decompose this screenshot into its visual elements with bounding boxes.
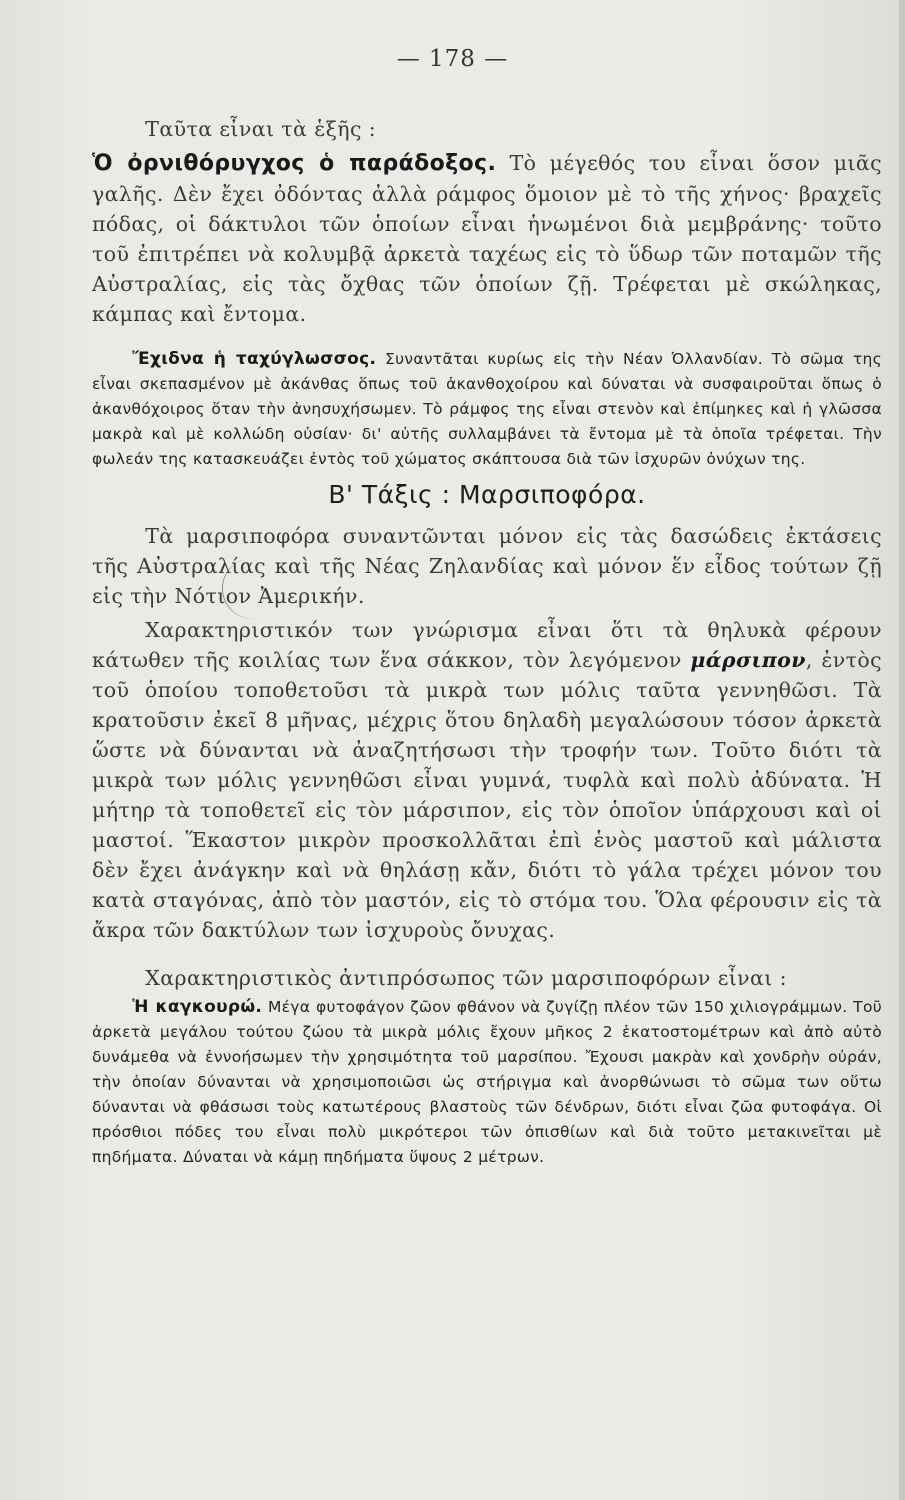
representative-line: Χαρακτηριστικὸς ἀντιπρόσωπος τῶν μαρσιποφόρων εἶναι :: [145, 966, 787, 990]
section-heading: Β' Τάξις : Μαρσιποφόρα.: [328, 480, 646, 509]
kangaroo-title: Ἡ καγκουρώ.: [132, 997, 263, 1017]
platypus-text: Τὸ μέγεθός του εἶναι ὅσον μιᾶς γαλῆς. Δὲν ἔχει ὀδόντας ἀλλὰ ράμφος ὅμοιον μὲ τὸ τῆς χήνος· βραχεῖς πόδας, οἱ δάκτυλοι τῶν ὁποίων εἶναι ἡνωμένοι διὰ μεμβράνης· τοῦτο τοῦ ἐπιτρέπει νὰ κολυμβᾷ ἀρκετὰ ταχέως εἰς τὸ ὕδωρ τῶν ποταμῶν τῆς Αὐστραλίας, εἰς τὰς ὄχθας τῶν ὁποίων ζῇ. Τρέφεται μὲ σκώληκας, κάμπας καὶ ἔντομα.: [92, 151, 882, 326]
platypus-title: Ὁ ὀρνιθόρυγχος ὁ παράδοξος.: [92, 151, 497, 176]
pouch-text-after: , ἐντὸς τοῦ ὁποίου τοποθετοῦσι τὰ μικρὰ των μόλις ταῦτα γεννηθῶσι. Τὰ κρατοῦσιν ἐκεῖ 8 μῆνας, μέχρις ὅτου δηλαδὴ μεγαλώσουν τόσον ἀρκετὰ ὥστε νὰ δύνανται νὰ ἀναζητήσωσι τὴν τροφήν των. Τοῦτο διότι τὰ μικρὰ των μόλις γεννηθῶσι εἶναι γυμνά, τυφλὰ καὶ πολὺ ἀδύνατα. Ἡ μήτηρ τὰ τοποθετεῖ εἰς τὸν μάρσιπον, εἰς τὸν ὁποῖον ὑπάρχουσι καὶ οἱ μαστοί. Ἕκαστον μικρὸν προσκολλᾶται ἐπὶ ἑνὸς μαστοῦ καὶ μάλιστα δὲν ἔχει ἀνάγκην καὶ νὰ θηλάσῃ κἄν, διότι τὸ γάλα τρέχει μόνον του κατὰ σταγόνας, ἀπὸ τὸν μαστόν, εἰς τὸ στόμα του. Ὅλα φέρουσιν εἰς τὰ ἄκρα τῶν δακτύλων των ἰσχυροὺς ὄνυχας.: [92, 648, 883, 942]
body-upper: [92, 114, 882, 1170]
echidna-text: Συναντᾶται κυρίως εἰς τὴν Νέαν Ὀλλανδίαν. Τὸ σῶμα της εἶναι σκεπασμένον μὲ ἀκάνθας ὅπως τοῦ ἀκανθοχοίρου καὶ δύναται νὰ συσφαιροῦται ὅπως ὁ ἀκανθόχοιρος ὅταν τὴν ἀνησυχήσωμεν. Τὸ ράμφος της εἶναι στενὸν καὶ ἐπίμηκες καὶ ἡ γλῶσσα μακρὰ καὶ μὲ κολλώδη οὐσίαν· δι' αὐτῆς συλλαμβάνει τὰ ἔντομα μὲ τὰ ὁποῖα τρέφεται. Τὴν φωλεάν της κατασκευάζει ἐντὸς τοῦ χώματος σκάπτουσα διὰ τῶν ἰσχυρῶν ὀνύχων της.: [92, 350, 883, 468]
pouch-term: μάρσιπον: [690, 648, 806, 672]
echidna-paragraph: [92, 347, 882, 472]
pouch-text-before: Χαρακτηριστικόν των γνώρισμα εἶναι ὅτι τὰ θηλυκὰ φέρουν κάτωθεν τῆς κοιλίας των ἕνα σάκκον, τὸν λεγόμενον: [92, 618, 882, 672]
marsupials-pouch-paragraph: [92, 615, 882, 945]
marsupials-intro-paragraph: Τὰ μαρσιποφόρα συναντῶνται μόνον εἰς τὰς δασώδεις ἐκτάσεις τῆς Αὐστραλίας καὶ τῆς Νέας Ζηλανδίας καὶ μόνον ἕν εἶδος τούτων ζῇ εἰς τὴν Νότιον Ἀμερικήν.: [92, 524, 882, 608]
echidna-title: Ἔχιδνα ἡ ταχύγλωσσος.: [132, 349, 377, 369]
page-edge-shadow: [899, 0, 905, 1500]
platypus-paragraph: [92, 148, 882, 329]
kangaroo-paragraph: [92, 995, 882, 1170]
intro-line: Ταῦτα εἶναι τὰ ἑξῆς :: [145, 117, 377, 141]
page-number: — 178 —: [396, 46, 509, 72]
kangaroo-text: Μέγα φυτοφάγον ζῶον φθάνον νὰ ζυγίζῃ πλέον τῶν 150 χιλιογράμμων. Τοῦ ἀρκετὰ μεγάλου τούτου ζώου τὰ μικρὰ μόλις ἔχουν μῆκος 2 ἑκατοστομέτρων καὶ ἀπὸ αὐτὸ δυνάμεθα νὰ ἐννοήσωμεν τὴν χρησιμότητα τοῦ μαρσίπου. Ἔχουσι μακρὰν καὶ χονδρὴν οὐράν, τὴν ὁποίαν δύνανται νὰ χρησιμοποιῶσι ὡς στήριγμα καὶ ἀνορθώνωσι τὸ σῶμα των οὕτω δύνανται νὰ φθάσωσι τοὺς κατωτέρους βλαστοὺς τῶν δένδρων, διότι εἶναι ζῶα φυτοφάγα. Οἱ πρόσθιοι πόδες του εἶναι πολὺ μικρότεροι τῶν ὀπισθίων καὶ διὰ τοῦτο μετακινεῖται μὲ πηδήματα. Δύναται νὰ κάμῃ πηδήματα ὕψους 2 μέτρων.: [92, 998, 882, 1166]
